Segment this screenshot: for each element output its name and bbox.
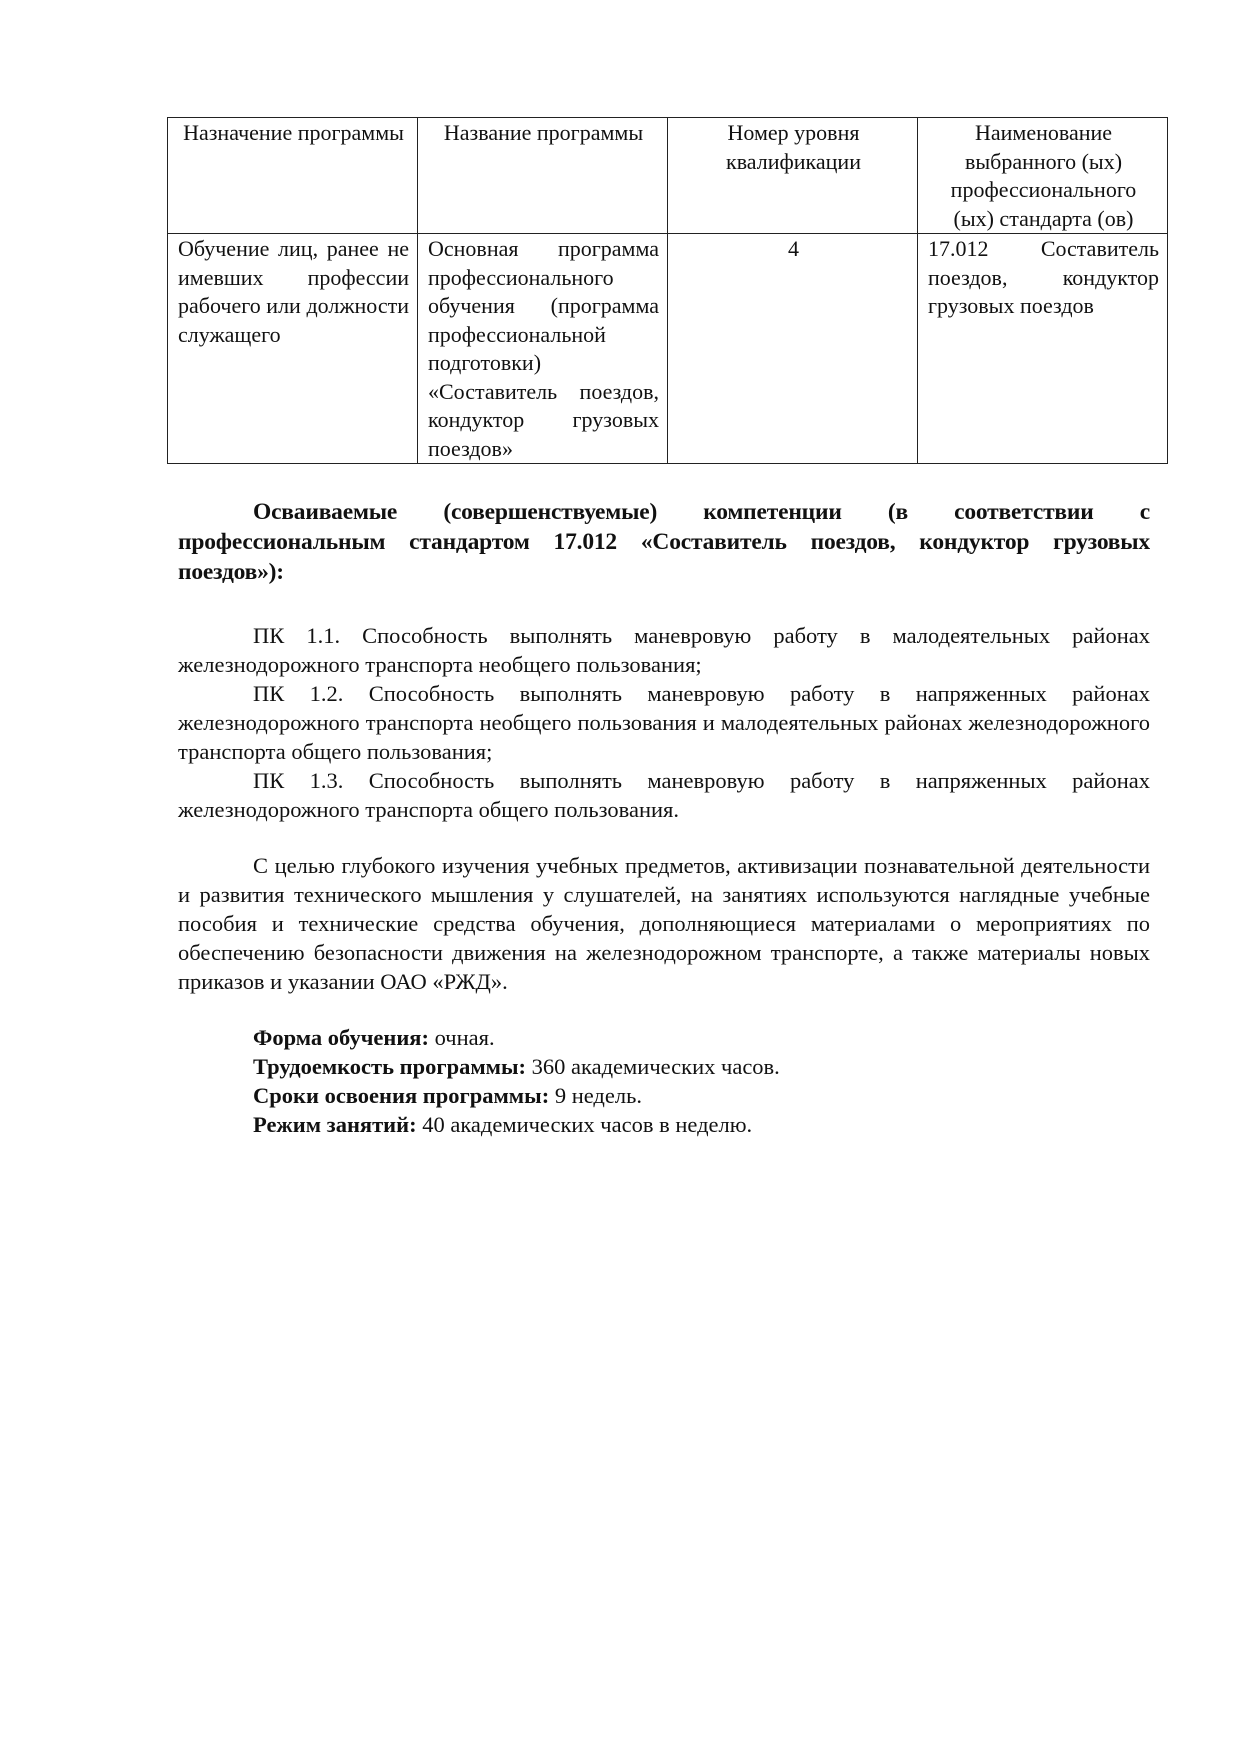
header-purpose: Назначение программы: [168, 118, 418, 234]
program-table: [167, 117, 1168, 464]
cell-level: 4: [668, 234, 918, 464]
fact-schedule: [253, 1110, 780, 1139]
fact-label: Форма обучения:: [253, 1025, 429, 1050]
competency-item: ПК 1.1. Способность выполнять маневровую работу в малодеятельных районах железнодорожного транспорта необщего пользования;: [178, 623, 1150, 677]
competency-item: ПК 1.2. Способность выполнять маневровую работу в напряженных районах железнодорожного транспорта необщего пользования и малодеятельных районах железнодорожного транспорта общего пользования;: [178, 681, 1150, 764]
cell-name: Основная программа профессионального обучения (программа профессиональной подготовки) «Составитель поездов, кондуктор грузовых поездов»: [418, 234, 668, 464]
fact-form: [253, 1023, 780, 1052]
fact-value: 9 недель.: [549, 1083, 642, 1108]
fact-label: Трудоемкость программы:: [253, 1054, 527, 1079]
fact-value: очная.: [428, 1025, 495, 1050]
table-row: [168, 234, 1168, 464]
fact-label: Сроки освоения программы:: [253, 1083, 550, 1108]
fact-workload: [253, 1052, 780, 1081]
fact-duration: [253, 1081, 780, 1110]
program-facts: [253, 1023, 780, 1139]
fact-label: Режим занятий:: [253, 1112, 417, 1137]
fact-value: 40 академических часов в неделю.: [416, 1112, 753, 1137]
competencies-heading: Осваиваемые (совершенствуемые) компетенции (в соответствии с профессиональным стандартом 17.012 «Составитель поездов, кондуктор грузовых поездов»):: [178, 499, 1150, 585]
competencies-list: [178, 621, 1150, 824]
intro-block: [178, 851, 1150, 996]
cell-standard: 17.012 Составитель поездов, кондуктор грузовых поездов: [918, 234, 1168, 464]
cell-purpose: Обучение лиц, ранее не имевших профессии рабочего или должности служащего: [168, 234, 418, 464]
header-standard: Наименование выбранного (ых) профессионального (ых) стандарта (ов): [918, 118, 1168, 234]
header-name: Название программы: [418, 118, 668, 234]
fact-value: 360 академических часов.: [526, 1054, 780, 1079]
intro-paragraph: С целью глубокого изучения учебных предметов, активизации познавательной деятельности и развития технического мышления у слушателей, на занятиях используются наглядные учебные пособия и технические средства обучения, дополняющиеся материалами о мероприятиях по обеспечению безопасности движения на железнодорожном транспорте, а также материалы новых приказов и указании ОАО «РЖД».: [178, 853, 1150, 994]
table-header-row: [168, 118, 1168, 234]
header-level: Номер уровня квалификации: [668, 118, 918, 234]
competency-item: ПК 1.3. Способность выполнять маневровую работу в напряженных районах железнодорожного транспорта общего пользования.: [178, 768, 1150, 822]
